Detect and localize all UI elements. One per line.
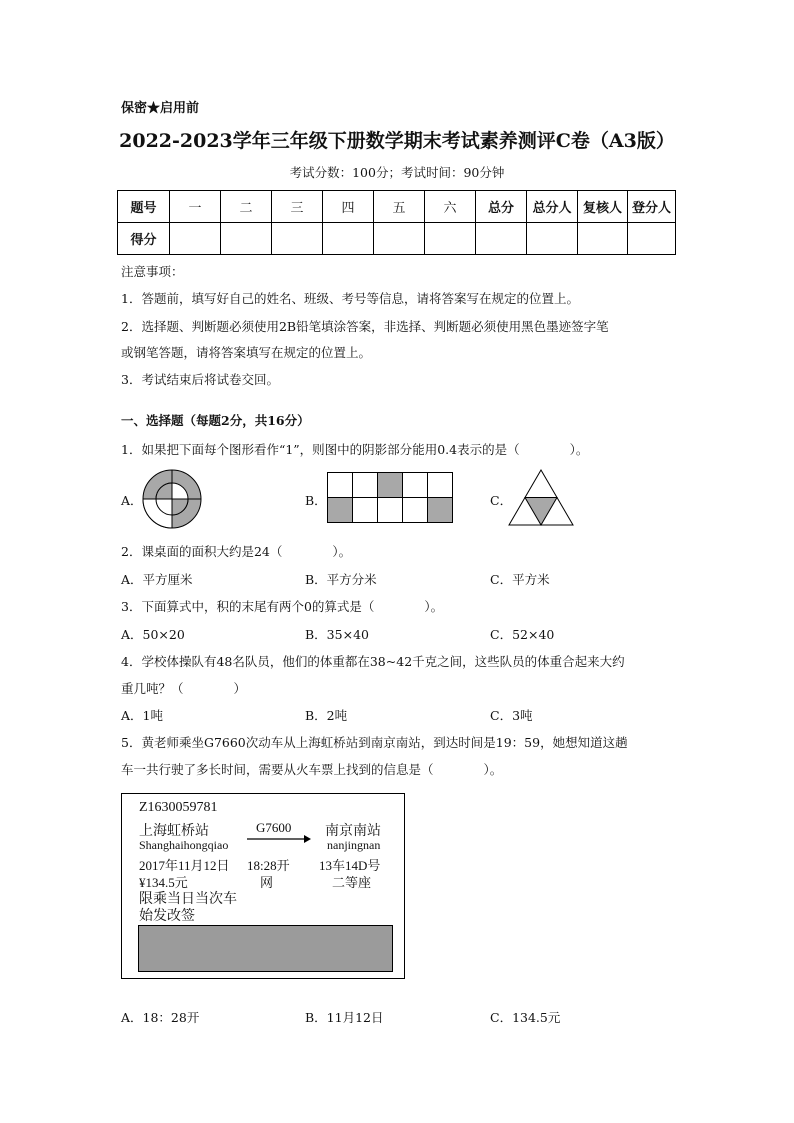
q1-grid-figure [327, 472, 454, 523]
header-cell-question-no: 题号 [118, 191, 170, 223]
ticket-departure-pinyin: Shanghaihongqiao [139, 838, 229, 852]
page-title: 2022-2023学年三年级下册数学期末考试素养测评C卷（A3版） [119, 130, 675, 152]
q2-option-a: A．平方厘米 [121, 572, 193, 587]
ticket-arrival-pinyin: nanjingnan [327, 838, 381, 852]
ticket-arrival-station: 南京南站 [325, 824, 381, 839]
arrow-right-icon [246, 834, 312, 844]
score-table-header-row [118, 191, 676, 223]
question-2-text: 2．课桌面的面积大约是24（ ）。 [121, 544, 352, 559]
header-cell-section-5: 五 [374, 191, 425, 223]
q1-circle-figure [141, 468, 203, 530]
ticket-note-line-2: 始发改签 [139, 909, 195, 924]
exam-info: 考试分数：100分；考试时间：90分钟 [289, 165, 505, 180]
header-cell-section-3: 三 [272, 191, 323, 223]
header-cell-section-4: 四 [323, 191, 374, 223]
ticket-train-number: G7600 [256, 820, 292, 835]
header-cell-section-2: 二 [221, 191, 272, 223]
ticket-seat-class: 二等座 [332, 875, 372, 890]
section-1-heading: 一、选择题（每题2分，共16分） [121, 413, 310, 428]
q1-option-b-label: B． [305, 493, 327, 508]
question-5-text-line-2: 车一共行驶了多长时间，需要从火车票上找到的信息是（ ）。 [121, 762, 503, 777]
q3-option-c: C．52×40 [490, 627, 555, 642]
ticket-date: 2017年11月12日 [139, 858, 230, 873]
note-item-3: 3．考试结束后将试卷交回。 [121, 372, 279, 387]
ticket-price: ¥134.5元 [139, 875, 188, 890]
train-ticket [121, 793, 405, 979]
score-cell [374, 223, 425, 255]
header-cell-section-6: 六 [425, 191, 476, 223]
ticket-barcode-area [138, 925, 393, 972]
q1-triangle-figure [508, 469, 574, 526]
header-cell-reviewer: 复核人 [578, 191, 628, 223]
note-item-1: 1．答题前，填写好自己的姓名、班级、考号等信息，请将答案写在规定的位置上。 [121, 291, 579, 306]
q3-option-b: B．35×40 [305, 627, 369, 642]
score-cell [323, 223, 374, 255]
ticket-number: Z1630059781 [139, 800, 218, 815]
score-cell [578, 223, 628, 255]
header-cell-scorer: 总分人 [527, 191, 578, 223]
note-item-2-line-1: 2．选择题、判断题必须使用2B铅笔填涂答案，非选择、判断题必须使用黑色墨迹签字笔 [121, 319, 609, 334]
header-cell-recorder: 登分人 [628, 191, 676, 223]
score-cell [527, 223, 578, 255]
ticket-note-line-1: 限乘当日当次车 [139, 892, 237, 907]
score-table [117, 190, 676, 255]
score-table-score-row [118, 223, 676, 255]
score-row-label: 得分 [118, 223, 170, 255]
q4-option-a: A．1吨 [121, 708, 163, 723]
q1-option-a-label: A． [121, 493, 143, 508]
question-3-text: 3．下面算式中，积的末尾有两个0的算式是（ ）。 [121, 599, 444, 614]
question-4-text-line-2: 重几吨？（ ） [121, 681, 247, 696]
question-5-text-line-1: 5．黄老师乘坐G7660次动车从上海虹桥站到南京南站，到达时间是19：59，她想知道这趟 [121, 735, 628, 750]
ticket-departure-time: 18:28开 [247, 858, 290, 873]
q5-option-a: A．18：28开 [121, 1010, 200, 1025]
q5-option-c: C．134.5元 [490, 1010, 561, 1025]
question-1-text: 1．如果把下面每个图形看作“1”，则图中的阴影部分能用0.4表示的是（ ）。 [121, 442, 589, 457]
score-cell [476, 223, 527, 255]
q2-option-c: C．平方米 [490, 572, 550, 587]
question-4-text-line-1: 4．学校体操队有48名队员，他们的体重都在38~42千克之间，这些队员的体重合起来大约 [121, 654, 625, 669]
ticket-seat-number: 13车14D号 [319, 858, 381, 873]
score-cell [272, 223, 323, 255]
header-cell-total: 总分 [476, 191, 527, 223]
header-cell-section-1: 一 [170, 191, 221, 223]
q4-option-b: B．2吨 [305, 708, 348, 723]
ticket-channel: 网 [260, 875, 274, 890]
score-cell [170, 223, 221, 255]
note-item-2-line-2: 或钢笔答题，请将答案填写在规定的位置上。 [121, 345, 372, 360]
score-cell [628, 223, 676, 255]
score-cell [221, 223, 272, 255]
ticket-departure-station: 上海虹桥站 [139, 824, 209, 839]
q2-option-b: B．平方分米 [305, 572, 377, 587]
confidential-label: 保密★启用前 [121, 101, 200, 116]
score-cell [425, 223, 476, 255]
q1-option-c-label: C． [490, 493, 513, 508]
q3-option-a: A．50×20 [121, 627, 185, 642]
q4-option-c: C．3吨 [490, 708, 533, 723]
q5-option-b: B．11月12日 [305, 1010, 384, 1025]
notes-heading: 注意事项： [121, 264, 184, 279]
